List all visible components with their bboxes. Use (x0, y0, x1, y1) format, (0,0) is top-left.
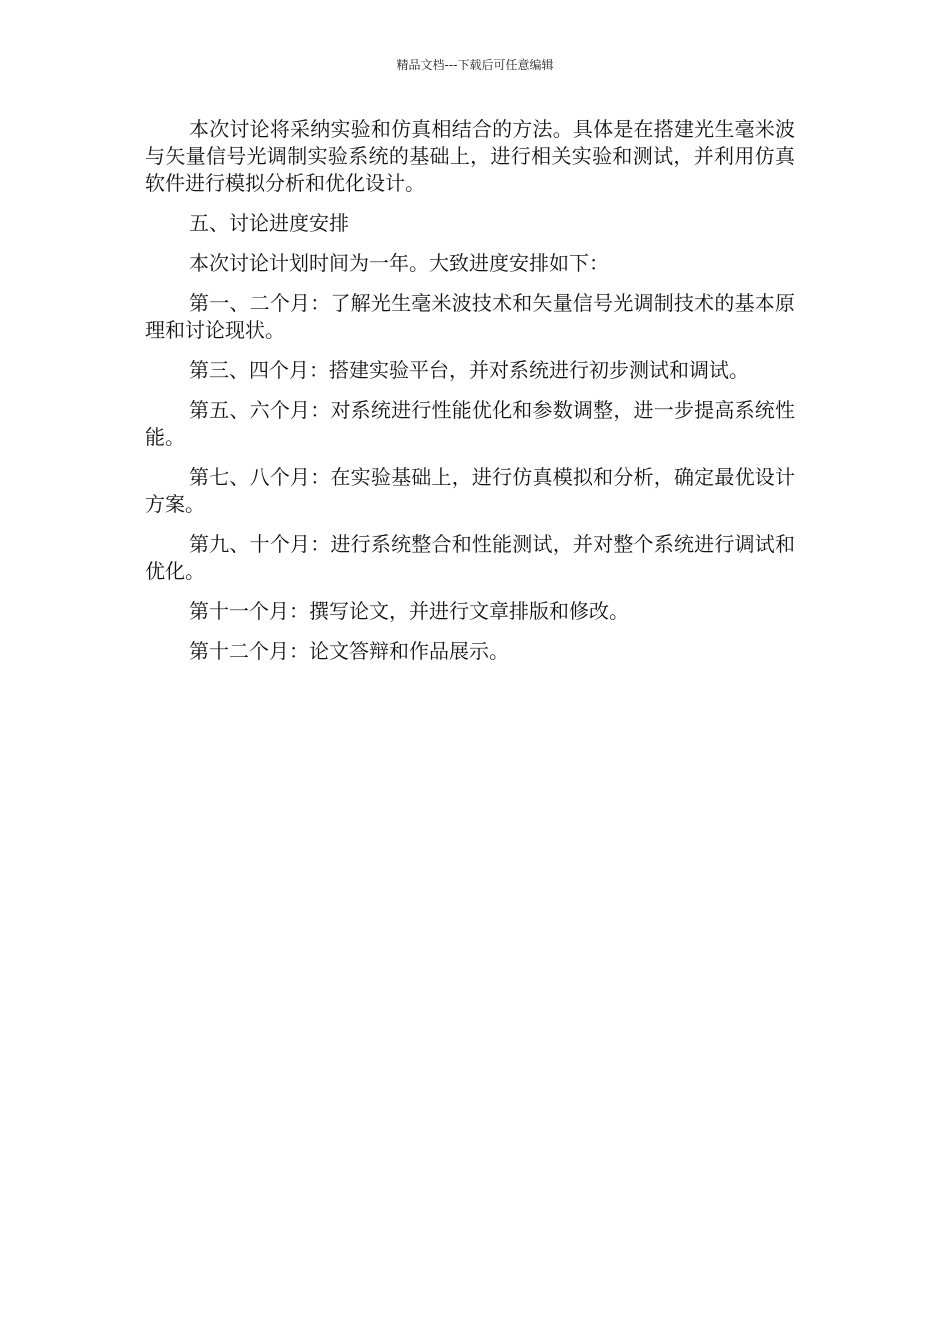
section-heading: 五、讨论进度安排 (189, 211, 349, 235)
schedule-item: 第五、六个月：对系统进行性能优化和参数调整，进一步提高系统性能。 (145, 398, 795, 449)
schedule-item: 第十二个月：论文答辩和作品展示。 (189, 639, 509, 663)
document-body (145, 116, 795, 678)
schedule-item: 第三、四个月：搭建实验平台，并对系统进行初步测试和调试。 (189, 358, 749, 382)
schedule-item: 第九、十个月：进行系统整合和性能测试，并对整个系统进行调试和优化。 (145, 532, 795, 583)
schedule-item: 第十一个月：撰写论文，并进行文章排版和修改。 (189, 599, 629, 623)
schedule-item: 第一、二个月：了解光生毫米波技术和矢量信号光调制技术的基本原理和讨论现状。 (145, 291, 795, 342)
page-header: 精品文档---下载后可任意编辑 (396, 58, 554, 72)
schedule-item: 第七、八个月：在实验基础上，进行仿真模拟和分析，确定最优设计方案。 (145, 465, 795, 516)
schedule-intro: 本次讨论计划时间为一年。大致进度安排如下： (189, 251, 609, 275)
method-paragraph: 本次讨论将采纳实验和仿真相结合的方法。具体是在搭建光生毫米波与矢量信号光调制实验系统的基础上，进行相关实验和测试，并利用仿真软件进行模拟分析和优化设计。 (145, 117, 795, 195)
